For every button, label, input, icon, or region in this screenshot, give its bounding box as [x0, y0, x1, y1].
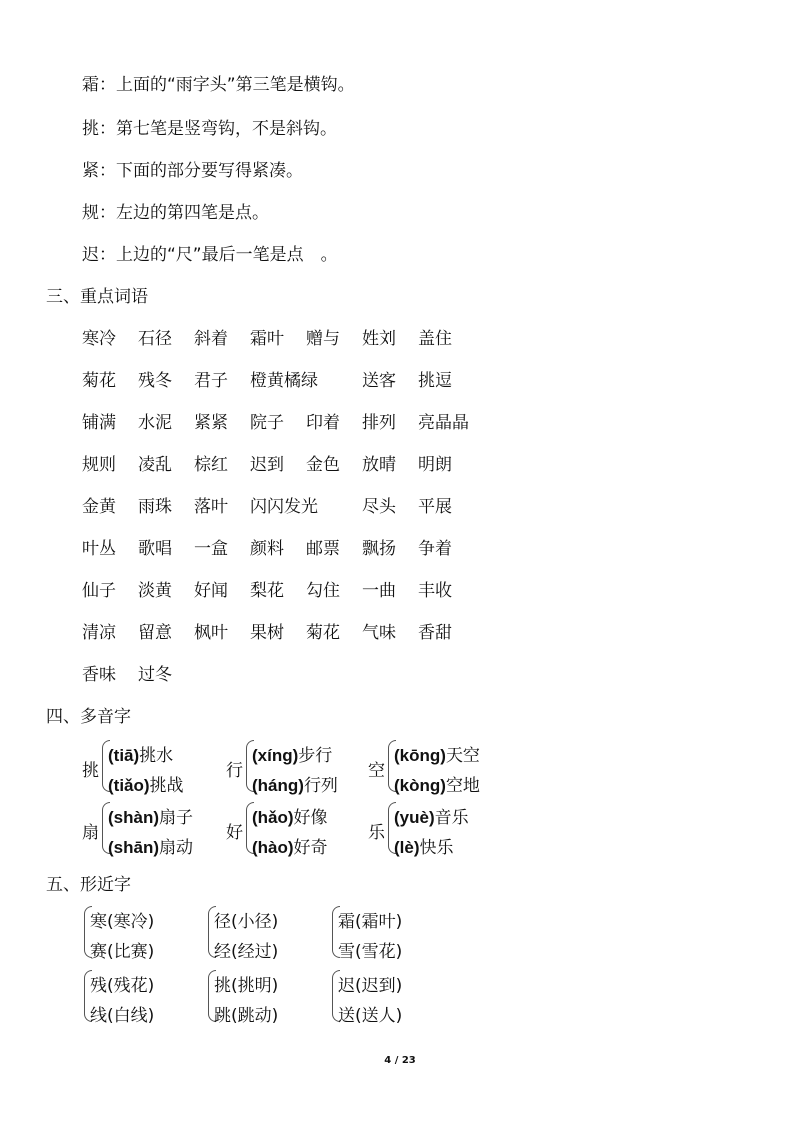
word: 果树 — [250, 623, 284, 643]
word: 放晴 — [362, 455, 396, 475]
polyphone-option: (xíng)步行 — [252, 746, 333, 766]
similar-char-item: 赛(比赛) — [90, 942, 155, 962]
note-line: 规：左边的第四笔是点。 — [82, 203, 269, 223]
polyphone-option: (hǎo)好像 — [252, 808, 328, 828]
word: 平展 — [418, 497, 452, 517]
polyphone-char: 行 — [226, 761, 243, 781]
word: 规则 — [82, 455, 116, 475]
word: 院子 — [250, 413, 284, 433]
word: 雨珠 — [138, 497, 172, 517]
word: 石径 — [138, 329, 172, 349]
word: 淡黄 — [138, 581, 172, 601]
word: 留意 — [138, 623, 172, 643]
polyphone-option: (hào)好奇 — [252, 838, 328, 858]
word: 一盒 — [194, 539, 228, 559]
word: 金色 — [306, 455, 340, 475]
word: 亮晶晶 — [418, 413, 469, 433]
polyphone-char: 乐 — [368, 823, 385, 843]
section-heading-similar-chars: 五、形近字 — [46, 875, 131, 895]
word: 迟到 — [250, 455, 284, 475]
similar-char-item: 跳(跳动) — [214, 1006, 279, 1026]
similar-char-item: 寒(寒冷) — [90, 912, 155, 932]
word: 清凉 — [82, 623, 116, 643]
word: 残冬 — [138, 371, 172, 391]
word: 赠与 — [306, 329, 340, 349]
word: 挑逗 — [418, 371, 452, 391]
word: 仙子 — [82, 581, 116, 601]
polyphone-option: (yuè)音乐 — [394, 808, 469, 828]
word: 尽头 — [362, 497, 396, 517]
word: 一曲 — [362, 581, 396, 601]
word: 梨花 — [250, 581, 284, 601]
polyphone-char: 好 — [226, 823, 243, 843]
word: 菊花 — [306, 623, 340, 643]
word: 印着 — [306, 413, 340, 433]
polyphone-option: (kōng)天空 — [394, 746, 480, 766]
note-line: 挑：第七笔是竖弯钩，不是斜钩。 — [82, 119, 337, 139]
word: 棕红 — [194, 455, 228, 475]
word: 君子 — [194, 371, 228, 391]
polyphone-option: (shàn)扇子 — [108, 808, 193, 828]
word: 明朗 — [418, 455, 452, 475]
word: 金黄 — [82, 497, 116, 517]
word: 好闻 — [194, 581, 228, 601]
word: 争着 — [418, 539, 452, 559]
similar-char-item: 送(送人) — [338, 1006, 403, 1026]
polyphone-option: (kòng)空地 — [394, 776, 480, 796]
word: 盖住 — [418, 329, 452, 349]
word: 姓刘 — [362, 329, 396, 349]
polyphone-option: (háng)行列 — [252, 776, 338, 796]
section-heading-polyphones: 四、多音字 — [46, 707, 131, 727]
polyphone-char: 扇 — [82, 823, 99, 843]
word: 铺满 — [82, 413, 116, 433]
word: 歌唱 — [138, 539, 172, 559]
polyphone-option: (tiǎo)挑战 — [108, 776, 184, 796]
word: 邮票 — [306, 539, 340, 559]
word: 叶丛 — [82, 539, 116, 559]
similar-char-item: 残(残花) — [90, 976, 155, 996]
word: 水泥 — [138, 413, 172, 433]
similar-char-item: 径(小径) — [214, 912, 279, 932]
page-number: 4 / 23 — [384, 1055, 416, 1066]
word: 飘扬 — [362, 539, 396, 559]
similar-char-item: 霜(霜叶) — [338, 912, 403, 932]
word: 香味 — [82, 665, 116, 685]
word: 落叶 — [194, 497, 228, 517]
word: 排列 — [362, 413, 396, 433]
word: 斜着 — [194, 329, 228, 349]
word: 枫叶 — [194, 623, 228, 643]
section-heading-key-words: 三、重点词语 — [46, 287, 148, 307]
note-line: 迟：上边的“尺”最后一笔是点 。 — [82, 245, 338, 265]
similar-char-item: 雪(雪花) — [338, 942, 403, 962]
note-line: 霜：上面的“雨字头”第三笔是横钩。 — [82, 75, 355, 95]
similar-char-item: 经(经过) — [214, 942, 279, 962]
polyphone-option: (tiā)挑水 — [108, 746, 174, 766]
similar-char-item: 挑(挑明) — [214, 976, 279, 996]
polyphone-char: 挑 — [82, 761, 99, 781]
word: 香甜 — [418, 623, 452, 643]
word: 过冬 — [138, 665, 172, 685]
word: 丰收 — [418, 581, 452, 601]
word: 橙黄橘绿 — [250, 371, 318, 391]
word: 菊花 — [82, 371, 116, 391]
polyphone-char: 空 — [368, 761, 385, 781]
word: 霜叶 — [250, 329, 284, 349]
similar-char-item: 迟(迟到) — [338, 976, 403, 996]
note-line: 紧：下面的部分要写得紧凑。 — [82, 161, 303, 181]
word: 送客 — [362, 371, 396, 391]
word: 凌乱 — [138, 455, 172, 475]
polyphone-option: (shān)扇动 — [108, 838, 193, 858]
word: 勾住 — [306, 581, 340, 601]
similar-char-item: 线(白线) — [90, 1006, 155, 1026]
word: 颜料 — [250, 539, 284, 559]
word: 紧紧 — [194, 413, 228, 433]
word: 寒冷 — [82, 329, 116, 349]
word: 气味 — [362, 623, 396, 643]
word: 闪闪发光 — [250, 497, 318, 517]
polyphone-option: (lè)快乐 — [394, 838, 454, 858]
